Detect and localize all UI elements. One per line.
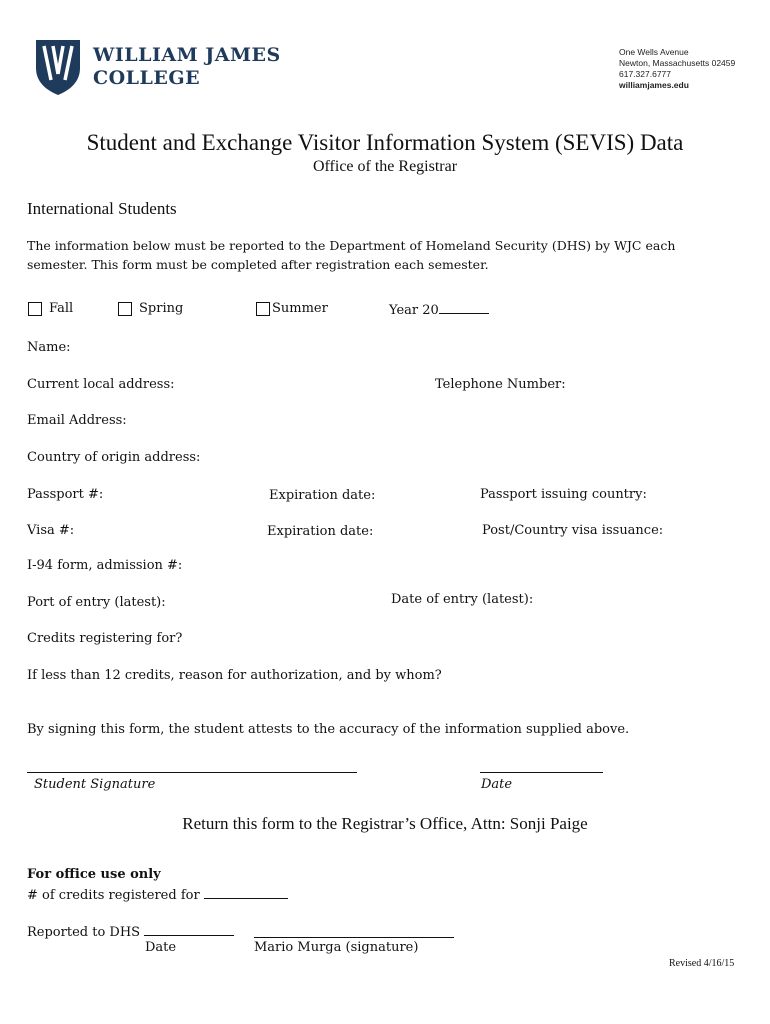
passport-country-label: Passport issuing country: bbox=[480, 487, 647, 502]
spring-checkbox[interactable] bbox=[118, 302, 132, 316]
reported-dhs-label: Reported to DHS bbox=[27, 925, 141, 940]
office-credits-label: # of credits registered for bbox=[27, 888, 200, 903]
spring-label: Spring bbox=[139, 301, 184, 316]
office-use-heading: For office use only bbox=[27, 867, 161, 882]
intro-line-1: The information below must be reported to the Department of Homeland Security (DHS) by WJC each bbox=[27, 238, 676, 253]
email-label: Email Address: bbox=[27, 413, 127, 428]
address-block bbox=[619, 47, 735, 91]
credits-label: Credits registering for? bbox=[27, 631, 183, 646]
registrar-signature-label: Mario Murga (signature) bbox=[254, 940, 419, 955]
summer-label: Summer bbox=[272, 301, 328, 316]
year-blank[interactable] bbox=[439, 301, 489, 314]
office-credits-field[interactable] bbox=[27, 886, 288, 903]
fall-label: Fall bbox=[49, 301, 74, 316]
student-signature-label: Student Signature bbox=[34, 777, 156, 792]
passport-label: Passport #: bbox=[27, 487, 104, 502]
date-signature-line[interactable] bbox=[480, 772, 603, 773]
logo-text-line1: WILLIAM JAMES bbox=[93, 44, 281, 66]
reported-date-label: Date bbox=[145, 940, 177, 955]
entry-date-label: Date of entry (latest): bbox=[391, 592, 534, 607]
summer-checkbox[interactable] bbox=[256, 302, 270, 316]
address-line: One Wells Avenue bbox=[619, 47, 689, 57]
year-field[interactable] bbox=[389, 301, 489, 318]
visa-expiration-label: Expiration date: bbox=[267, 524, 374, 539]
address-label: Current local address: bbox=[27, 377, 175, 392]
logo-text-line2: COLLEGE bbox=[93, 67, 201, 89]
port-of-entry-label: Port of entry (latest): bbox=[27, 595, 166, 610]
page-subtitle: Office of the Registrar bbox=[312, 158, 458, 175]
section-heading: International Students bbox=[27, 199, 177, 218]
return-instruction: Return this form to the Registrar’s Office, Attn: Sonji Paige bbox=[182, 814, 588, 833]
revised-date: Revised 4/16/15 bbox=[669, 958, 735, 969]
website: williamjames.edu bbox=[619, 80, 689, 90]
page-title: Student and Exchange Visitor Information System (SEVIS) Data bbox=[86, 130, 684, 155]
year-label: Year 20 bbox=[389, 303, 439, 318]
reported-dhs-field[interactable] bbox=[27, 923, 234, 940]
less-credits-label: If less than 12 credits, reason for authorization, and by whom? bbox=[27, 668, 442, 683]
student-signature-line[interactable] bbox=[27, 772, 357, 773]
address-line: 617.327.6777 bbox=[619, 69, 671, 79]
reported-dhs-blank[interactable] bbox=[144, 923, 234, 936]
office-credits-blank[interactable] bbox=[204, 886, 288, 899]
visa-label: Visa #: bbox=[27, 523, 75, 538]
visa-post-label: Post/Country visa issuance: bbox=[482, 523, 664, 538]
registrar-signature-line[interactable] bbox=[254, 937, 454, 938]
name-label: Name: bbox=[27, 340, 71, 355]
address-line: Newton, Massachusetts 02459 bbox=[619, 58, 736, 68]
date-signature-label: Date bbox=[481, 777, 513, 792]
telephone-label: Telephone Number: bbox=[435, 377, 566, 392]
attest-statement: By signing this form, the student attests to the accuracy of the information supplied above. bbox=[27, 722, 630, 737]
passport-expiration-label: Expiration date: bbox=[269, 488, 376, 503]
fall-checkbox[interactable] bbox=[28, 302, 42, 316]
intro-line-2: semester. This form must be completed after registration each semester. bbox=[27, 257, 489, 272]
country-origin-label: Country of origin address: bbox=[27, 450, 201, 465]
college-logo-shield-icon bbox=[34, 38, 82, 96]
i94-label: I-94 form, admission #: bbox=[27, 558, 183, 573]
